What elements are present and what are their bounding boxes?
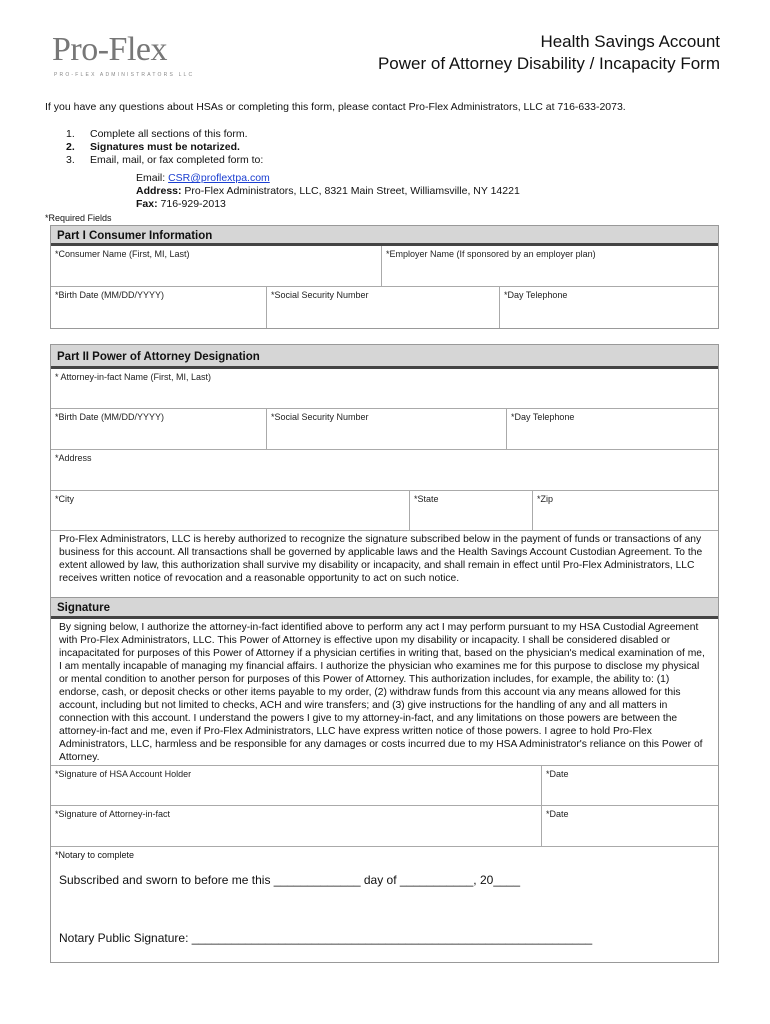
consumer-birth-date-field[interactable]: *Birth Date (MM/DD/YYYY) bbox=[51, 287, 267, 328]
required-fields-note: *Required Fields bbox=[45, 213, 112, 223]
contact-fax-line bbox=[136, 198, 520, 211]
attorney-city-field[interactable]: *City bbox=[51, 491, 410, 530]
holder-signature-field[interactable]: *Signature of HSA Account Holder bbox=[51, 766, 542, 805]
attorney-day-phone-field[interactable]: *Day Telephone bbox=[511, 412, 575, 422]
attorney-birth-date-field[interactable]: *Birth Date (MM/DD/YYYY) bbox=[51, 409, 267, 449]
instructions-list bbox=[66, 128, 263, 167]
address-value: Pro-Flex Administrators, LLC, 8321 Main Street, Williamsville, NY 14221 bbox=[181, 185, 520, 197]
part1-header: Part I Consumer Information bbox=[51, 226, 718, 246]
part1-row-1 bbox=[51, 246, 718, 287]
attorney-state-field[interactable]: *State bbox=[410, 491, 533, 530]
notary-block bbox=[51, 847, 718, 962]
authorization-paragraph: Pro-Flex Administrators, LLC is hereby authorized to recognize the signature subscribed below in the payment of funds or transactions of any business for this account. All transactions shall be governed by applicable laws and the Health Savings Account Custodian Agreement. To the extent allowed by law, this authorization shall survive my disability or incapacity, and shall remain in effect until Pro-Flex Administrators, LLC receives written notice of revocation and a reasonable opportunity to act on such notice. bbox=[59, 534, 703, 584]
consumer-name-field[interactable]: *Consumer Name (First, MI, Last) bbox=[51, 246, 382, 286]
notary-signature-line[interactable]: Notary Public Signature: ____________________________________________________________ bbox=[59, 931, 593, 945]
part2-header: Part II Power of Attorney Designation bbox=[51, 345, 718, 369]
logo-tagline: PRO-FLEX ADMINISTRATORS LLC bbox=[54, 72, 195, 78]
signature-row-2 bbox=[51, 806, 718, 847]
contact-email-line bbox=[136, 172, 520, 185]
part2-row-3 bbox=[51, 450, 718, 491]
contact-address-line bbox=[136, 185, 520, 198]
instruction-number: 2. bbox=[66, 141, 75, 153]
employer-name-field[interactable]: *Employer Name (If sponsored by an employer plan) bbox=[386, 249, 596, 259]
part2-row-4 bbox=[51, 491, 718, 531]
signature-row-1 bbox=[51, 765, 718, 806]
attorney-address-field[interactable]: *Address bbox=[55, 453, 92, 463]
company-logo bbox=[52, 31, 195, 82]
logo-wordmark: Pro-Flex bbox=[52, 31, 167, 68]
instruction-item bbox=[66, 141, 263, 154]
part2-section bbox=[50, 344, 719, 963]
contact-details bbox=[136, 172, 520, 211]
holder-signature-date-field[interactable]: *Date bbox=[546, 769, 569, 779]
form-title bbox=[378, 31, 720, 75]
instruction-text: Signatures must be notarized. bbox=[90, 141, 240, 153]
instruction-text: Email, mail, or fax completed form to: bbox=[90, 154, 264, 166]
instruction-item bbox=[66, 128, 263, 141]
notary-sworn-line[interactable]: Subscribed and sworn to before me this _____________ day of ___________, 20____ bbox=[59, 873, 521, 887]
consumer-ssn-field[interactable]: *Social Security Number bbox=[267, 287, 500, 328]
attorney-zip-field[interactable]: *Zip bbox=[537, 494, 554, 504]
attorney-signature-field[interactable]: *Signature of Attorney-in-fact bbox=[51, 806, 542, 846]
email-label: Email: bbox=[136, 172, 169, 184]
part1-section bbox=[50, 225, 719, 329]
form-title-line-1: Health Savings Account bbox=[540, 32, 720, 51]
instruction-number: 1. bbox=[66, 128, 75, 140]
attorney-ssn-field[interactable]: *Social Security Number bbox=[267, 409, 507, 449]
address-label: Address: bbox=[136, 185, 182, 197]
part2-row-1 bbox=[51, 369, 718, 409]
signature-header: Signature bbox=[51, 597, 718, 619]
part1-row-2 bbox=[51, 287, 718, 328]
instruction-text: Complete all sections of this form. bbox=[90, 128, 248, 140]
instruction-number: 3. bbox=[66, 154, 75, 166]
notary-title: *Notary to complete bbox=[55, 850, 135, 860]
fax-value: 716-929-2013 bbox=[157, 198, 226, 210]
form-title-line-2: Power of Attorney Disability / Incapacity Form bbox=[377, 54, 720, 73]
consumer-day-phone-field[interactable]: *Day Telephone bbox=[504, 290, 568, 300]
attorney-signature-date-field[interactable]: *Date bbox=[546, 809, 569, 819]
instruction-item bbox=[66, 154, 263, 167]
fax-label: Fax: bbox=[136, 198, 158, 210]
email-link[interactable]: CSR@proflextpa.com bbox=[168, 172, 270, 184]
attorney-name-field[interactable]: * Attorney-in-fact Name (First, MI, Last) bbox=[55, 372, 212, 382]
intro-text: If you have any questions about HSAs or completing this form, please contact Pro-Flex Administrators, LLC at 716-633-2073. bbox=[45, 101, 626, 113]
signature-statement: By signing below, I authorize the attorney-in-fact identified above to perform any act I may perform pursuant to my HSA Custodial Agreement with Pro-Flex Administrators, LLC. This Power of Attorney is effective upon my disability or incapacity. I shall be considered disabled or incapacitated for purposes of this Power of Attorney if a physician certifies in writing that, based on the physician's medical examination of me, I am mentally incapable of managing my financial affairs. I authorize the physician who examines me for this purpose to disclose my physical or mental condition to another person for purposes of this Power of Attorney. This authorization includes, for example, the ability to: (1) endorse, cash, or deposit checks or other items payable to my order, (2) withdraw funds from this account via any means allowed for this account, including but not limited to checks, ACH and wire transfers; and (3) give instructions for the handling of any and all matters in connection with this account. I understand the powers I give to my attorney-in-fact, and any limitations on those powers are between the attorney-in-fact and me, even if Pro-Flex Administrators, LLC have express written notice of those powers. I agree to hold Pro-Flex Administrators, LLC, harmless and be responsible for any damages or costs incurred due to my HSA Administrator's reliance on this Power of Attorney. bbox=[59, 622, 705, 763]
part2-row-2 bbox=[51, 409, 718, 450]
